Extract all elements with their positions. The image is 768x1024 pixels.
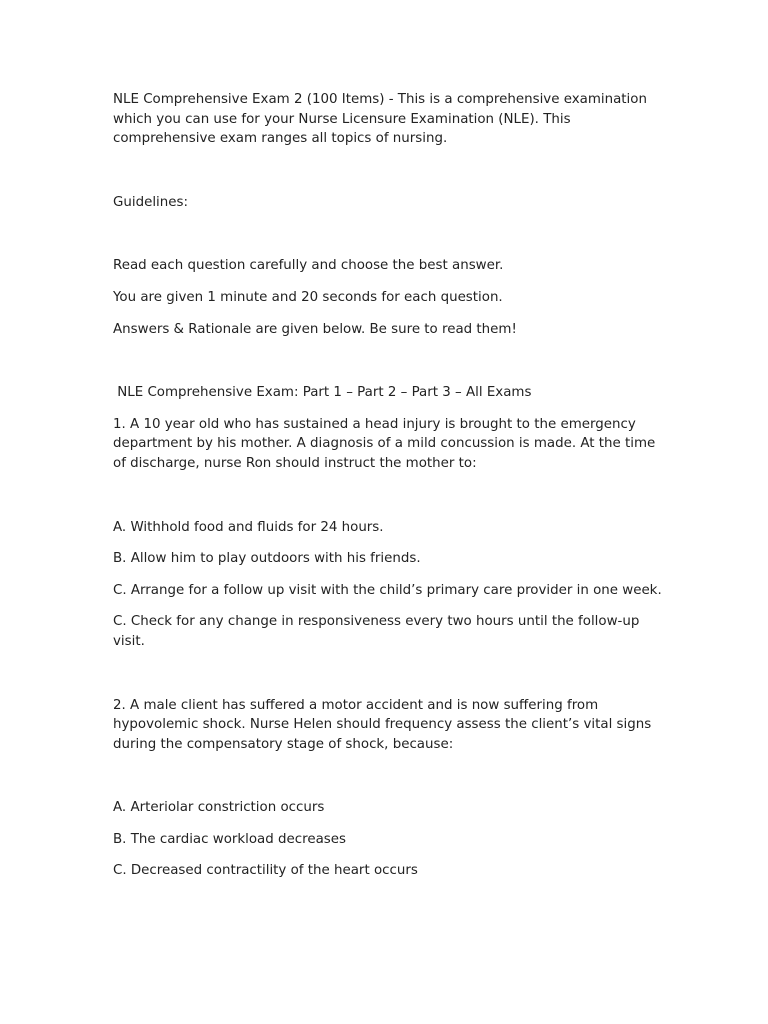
guideline-rule: Read each question carefully and choose the best answer. — [113, 258, 504, 274]
question-1-text: 1. A 10 year old who has sustained a head injury is brought to the emergency department by his mother. A diagnosis of a mild concussion is made. At the time of discharge, nurse Ron should instruct the mother to: — [113, 416, 660, 471]
guideline-rule: Answers & Rationale are given below. Be sure to read them! — [113, 321, 517, 337]
question-1-option: C. Check for any change in responsiveness every two hours until the follow-up visit. — [113, 614, 644, 649]
guideline-rule: You are given 1 minute and 20 seconds for each question. — [113, 289, 503, 305]
question-1-option: C. Arrange for a follow up visit with the child’s primary care provider in one week. — [113, 582, 662, 598]
question-2-option: A. Arteriolar constriction occurs — [113, 800, 325, 816]
question-1-option: A. Withhold food and fluids for 24 hours. — [113, 519, 384, 535]
question-2-option: B. The cardiac workload decreases — [113, 831, 346, 847]
question-2-option: C. Decreased contractility of the heart occurs — [113, 863, 418, 879]
guidelines-heading: Guidelines: — [113, 194, 188, 210]
question-1-option: B. Allow him to play outdoors with his friends. — [113, 551, 421, 567]
question-2-text: 2. A male client has suffered a motor accident and is now suffering from hypovolemic shock. Nurse Helen should frequency assess the client’s vital signs during the compensatory stage of shock, because: — [113, 697, 656, 752]
intro-paragraph: NLE Comprehensive Exam 2 (100 Items) - This is a comprehensive examination which you can use for your Nurse Licensure Examination (NLE). This comprehensive exam ranges all topics of nursing. — [113, 92, 652, 147]
exam-parts-links[interactable]: NLE Comprehensive Exam: Part 1 – Part 2 – Part 3 – All Exams — [113, 385, 532, 401]
